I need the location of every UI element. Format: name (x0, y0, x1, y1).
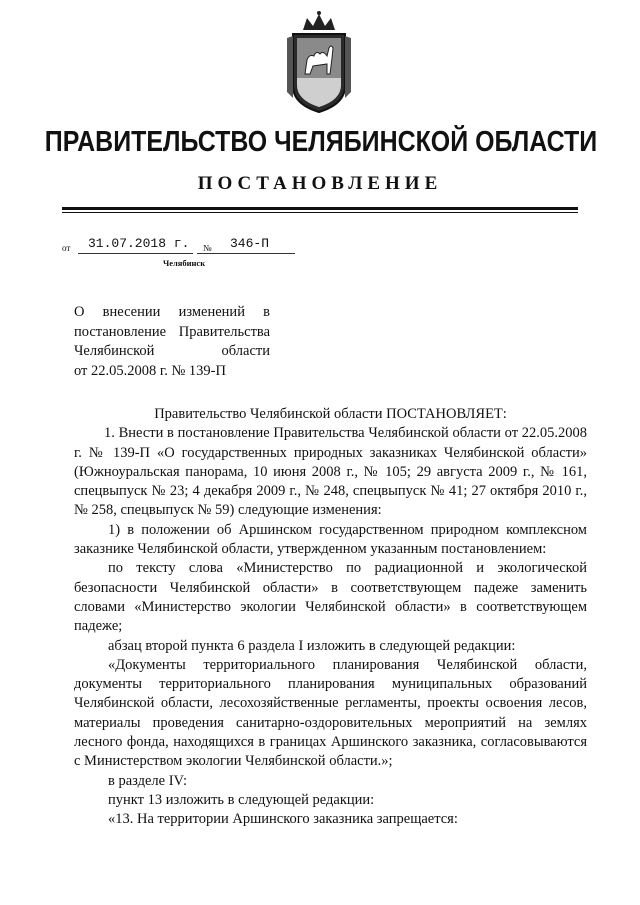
subject-line: О внесении изменений в (74, 304, 270, 320)
subject-line: от 22.05.2008 г. № 139-П (74, 362, 226, 379)
body-paragraph: «13. На территории Аршинского заказника запрещается: (108, 811, 458, 828)
body-paragraph: «Документы территориального планирования Челябинской области, документы территориального планирования муниципальных образований Челябинской области, лесохозяйственные регламенты, проекты освоения лесов, материалы проведения санитарно-оздоровительных мероприятий на землях лесного фонда, находящихся в границах Аршинского заказника, согласовываются с Министерством экологии Челябинской области.»; (74, 656, 587, 770)
document-date: 31.07.2018 г. (88, 236, 190, 251)
body-paragraph: абзац второй пункта 6 раздела I изложить в следующей редакции: (108, 637, 516, 654)
date-underline (78, 253, 193, 254)
number-prefix: № (203, 243, 212, 253)
document-number: 346-П (230, 236, 270, 251)
body-paragraph: в разделе IV: (108, 772, 187, 789)
document-type: ПОСТАНОВЛЕНИЕ (197, 173, 443, 194)
date-prefix: от (62, 243, 71, 253)
header-rule-thin (62, 212, 578, 213)
date-number-row (62, 232, 302, 258)
document-subject (74, 303, 270, 381)
body-paragraph: пункт 13 изложить в следующей редакции: (108, 791, 375, 808)
body-paragraph: по тексту слова «Министерство по радиационной и экологической безопасности Челябинской области» в соответствующем падеже заменить словами «Министерство экологии Челябинской области» в соответствующем падеже; (74, 560, 587, 635)
subject-line: постановление Правительства (74, 323, 270, 340)
document-body (74, 405, 587, 830)
header-rule-thick (62, 207, 578, 210)
body-paragraph: 1) в положении об Аршинском государственном природном комплексном заказнике Челябинской области, утвержденном указанным постановлением: (74, 521, 587, 558)
city-name: Челябинск (163, 258, 206, 268)
coat-of-arms-emblem (283, 8, 355, 118)
resolution-intro: Правительство Челябинской области ПОСТАНОВЛЯЕТ: (154, 406, 507, 422)
number-underline (197, 253, 295, 254)
subject-line: Челябинской области (74, 343, 270, 359)
body-paragraph: 1. Внести в постановление Правительства Челябинской области от 22.05.2008 г. № 139-П «О государственных природных заказниках Челябинской области» (Южноуральская панорама, 10 июня 2008 г., № 105; 29 августа 2009 г., № 161, спецвыпуск № 23; 4 декабря 2009 г., № 248, спецвыпуск № 41; 27 октября 2010 г., № 258, спецвыпуск № 59) следующие изменения: (74, 425, 587, 519)
government-title: ПРАВИТЕЛЬСТВО ЧЕЛЯБИНСКОЙ ОБЛАСТИ (44, 126, 598, 158)
